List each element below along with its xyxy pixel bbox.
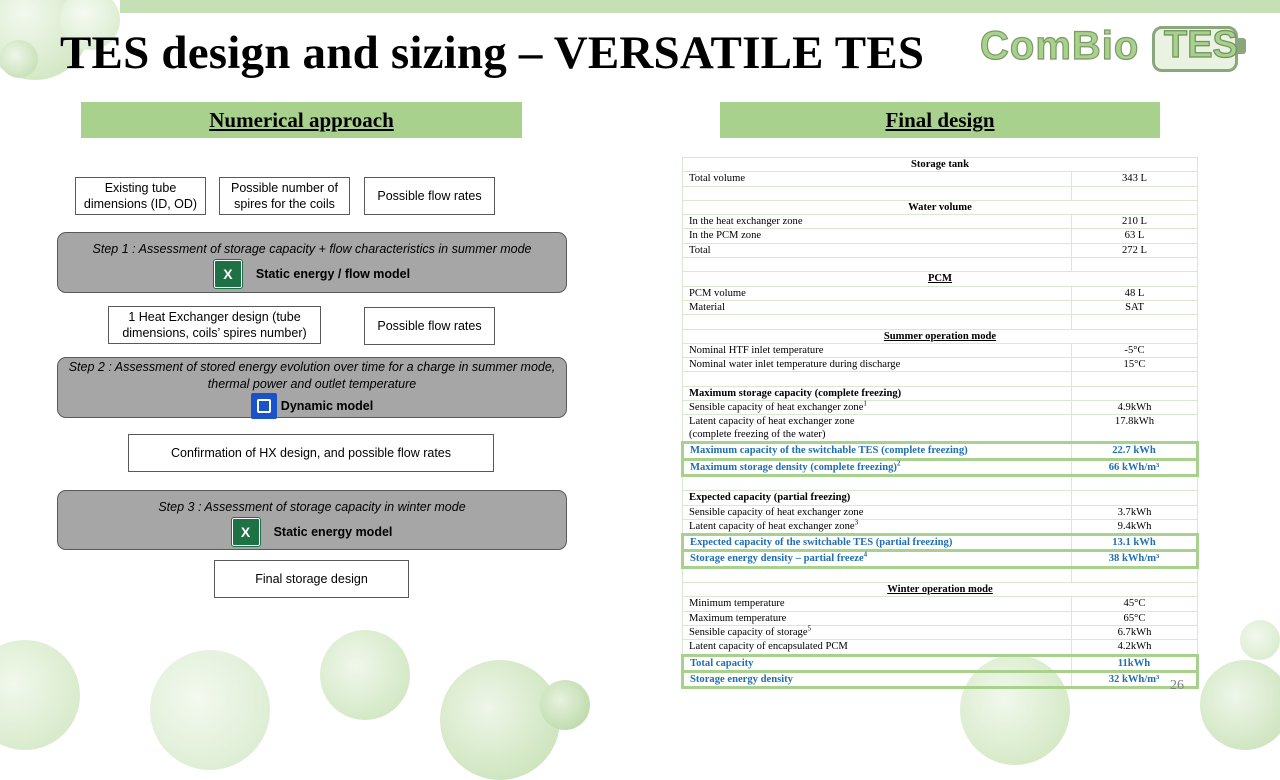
table-row [683,401,1198,415]
label-text-line2: (complete freezing of the water) [689,429,826,441]
table-cell-value: 17.8kWh [1072,415,1198,443]
top-accent-bar [120,0,1280,13]
table-row [683,243,1198,257]
label-text: Latent capacity of encapsulated PCM [689,641,848,653]
table-cell-label [683,443,1072,459]
table-row [683,386,1198,400]
table-cell-value [1072,386,1198,400]
table-cell-label [683,597,1072,611]
table-row [683,655,1198,671]
table-row [683,671,1198,687]
table-cell-label [683,475,1072,490]
table-cell-label [683,611,1072,625]
table-row [683,229,1198,243]
input-box-spires: Possible number of spires for the coils [219,177,350,215]
input-box-flow-rates: Possible flow rates [364,177,495,215]
table-row [683,491,1198,505]
label-text: Total [689,244,711,256]
label-text: Maximum capacity of the switchable TES (complete freezing) [690,445,968,457]
table-row [683,329,1198,343]
footnote-marker: 1 [863,399,867,408]
table-cell-value: 45°C [1072,597,1198,611]
table-cell-value [1072,186,1198,200]
table-row [683,158,1198,172]
table-row [683,597,1198,611]
table-cell-value [1072,315,1198,329]
table-row [683,611,1198,625]
table-cell-value: 6.7kWh [1072,625,1198,639]
label-text: Nominal water inlet temperature during discharge [689,359,901,371]
table-cell-value: 9.4kWh [1072,519,1198,534]
table-cell-value: 65°C [1072,611,1198,625]
label-text: Latent capacity of heat exchanger zone [689,520,855,532]
step-2-box [57,357,567,418]
table-section-header: Water volume [683,200,1198,214]
table-cell-value: 66 kWh/m³ [1072,459,1198,475]
label-text: Sensible capacity of storage [689,626,808,638]
table-cell-value: 15°C [1072,358,1198,372]
table-row [683,215,1198,229]
table-cell-label [683,567,1072,582]
label-text: Minimum temperature [689,598,785,610]
step-2-tool: Dynamic model [280,399,374,413]
table-cell-label [683,372,1072,386]
table-cell-label [683,535,1072,551]
table-cell-label [683,258,1072,272]
table-row [683,625,1198,639]
table-cell-value: 343 L [1072,172,1198,186]
footnote-marker: 4 [863,550,868,559]
table-section-header: Storage tank [683,158,1198,172]
table-cell-label [683,315,1072,329]
table-cell-value: 272 L [1072,243,1198,257]
label-text: Expected capacity (partial freezing) [689,492,851,504]
label-text: Total capacity [690,657,754,669]
footnote-marker: 2 [896,459,901,468]
label-text: Sensible capacity of heat exchanger zone [689,506,864,518]
table-cell-value: 4.2kWh [1072,640,1198,655]
table-cell-label [683,551,1072,567]
label-text: Total volume [689,173,746,185]
table-row [683,459,1198,475]
label-text: Sensible capacity of heat exchanger zone [689,402,864,414]
table-row [683,519,1198,534]
table-section-header: PCM [683,272,1198,286]
table-cell-value: 38 kWh/m³ [1072,551,1198,567]
confirmation-box: Confirmation of HX design, and possible flow rates [128,434,494,472]
label-text: Nominal HTF inlet temperature [689,344,824,356]
table-cell-value: 4.9kWh [1072,401,1198,415]
input-box-flow-rates-2: Possible flow rates [364,307,495,345]
footnote-marker: 5 [807,624,812,633]
step-2-text: Step 2 : Assessment of stored energy evolution over time for a charge in summer mode, thermal power and outlet temperature [68,360,556,391]
label-text: Material [689,301,725,313]
slide-title: TES design and sizing – VERSATILE TES [60,27,925,79]
table-row [683,475,1198,490]
step-1-tool: Static energy / flow model [255,267,411,281]
table-cell-label [683,671,1072,687]
step-3-text: Step 3 : Assessment of storage capacity in winter mode [158,500,466,514]
table-cell-label [683,459,1072,475]
combiotes-logo [980,24,1262,72]
table-cell-value [1072,258,1198,272]
label-text: In the heat exchanger zone [689,216,803,228]
table-cell-label [683,640,1072,655]
table-row [683,286,1198,300]
table-cell-value: 32 kWh/m³ [1072,671,1198,687]
table-row [683,583,1198,597]
table-cell-value [1072,567,1198,582]
table-cell-label [683,415,1072,443]
label-text: Maximum temperature [689,612,787,624]
table-cell-label [683,215,1072,229]
table-cell-label [683,358,1072,372]
table-row [683,372,1198,386]
page-number: 26 [1170,678,1184,693]
numerical-approach-heading: Numerical approach [81,102,522,138]
table-cell-label [683,286,1072,300]
excel-icon: X [214,260,242,288]
logo-left-text: ComBio [980,24,1140,68]
table-row [683,186,1198,200]
table-row [683,505,1198,519]
table-cell-value: 48 L [1072,286,1198,300]
final-design-heading: Final design [720,102,1160,138]
table-cell-label [683,243,1072,257]
label-text: Maximum storage capacity (complete freezing) [689,387,902,399]
table-cell-label [683,505,1072,519]
table-cell-label [683,343,1072,357]
table-cell-label [683,300,1072,314]
table-row [683,535,1198,551]
label-text: PCM volume [689,287,746,299]
table-row [683,315,1198,329]
label-text: Storage energy density [690,673,793,685]
table-cell-label [683,519,1072,534]
final-storage-design-box: Final storage design [214,560,409,598]
table-cell-label [683,625,1072,639]
table-cell-value: 11kWh [1072,655,1198,671]
step-3-tool: Static energy model [273,525,393,539]
table-row [683,443,1198,459]
table-row [683,272,1198,286]
table-cell-label [683,386,1072,400]
table-cell-value: 63 L [1072,229,1198,243]
label-text: Storage energy density – partial freeze [690,553,864,565]
label-text: Maximum storage density (complete freezing) [690,461,897,473]
table-cell-label [683,229,1072,243]
table-row [683,300,1198,314]
table-cell-value: 13.1 kWh [1072,535,1198,551]
table-row [683,358,1198,372]
table-cell-value [1072,475,1198,490]
table-section-header: Summer operation mode [683,329,1198,343]
table-row [683,172,1198,186]
table-cell-value: -5°C [1072,343,1198,357]
table-row [683,567,1198,582]
table-cell-label [683,401,1072,415]
table-row [683,551,1198,567]
table-cell-label [683,491,1072,505]
table-section-header: Winter operation mode [683,583,1198,597]
dynamic-model-icon [251,393,277,419]
table-row [683,343,1198,357]
label-text: Expected capacity of the switchable TES (partial freezing) [690,537,953,549]
label-text: Latent capacity of heat exchanger zone [689,416,855,428]
table-row [683,258,1198,272]
table-cell-value: 22.7 kWh [1072,443,1198,459]
table-cell-value: 3.7kWh [1072,505,1198,519]
step-1-text: Step 1 : Assessment of storage capacity + flow characteristics in summer mode [92,242,532,256]
table-cell-value: SAT [1072,300,1198,314]
table-cell-label [683,655,1072,671]
table-row [683,640,1198,655]
table-row [683,200,1198,214]
input-box-hx-design: 1 Heat Exchanger design (tube dimensions, coils’ spires number) [108,306,321,344]
label-text: In the PCM zone [689,230,762,242]
excel-icon: X [232,518,260,546]
logo-right-text: TES [1164,24,1238,66]
table-cell-label [683,186,1072,200]
step-1-box [57,232,567,293]
table-cell-value [1072,372,1198,386]
battery-tip-icon [1238,38,1246,54]
final-design-table [681,157,1199,689]
step-3-box [57,490,567,550]
table-cell-value: 210 L [1072,215,1198,229]
footnote-marker: 3 [854,518,859,527]
table-row [683,415,1198,443]
table-cell-value [1072,491,1198,505]
table-cell-label [683,172,1072,186]
input-box-tube-dimensions: Existing tube dimensions (ID, OD) [75,177,206,215]
